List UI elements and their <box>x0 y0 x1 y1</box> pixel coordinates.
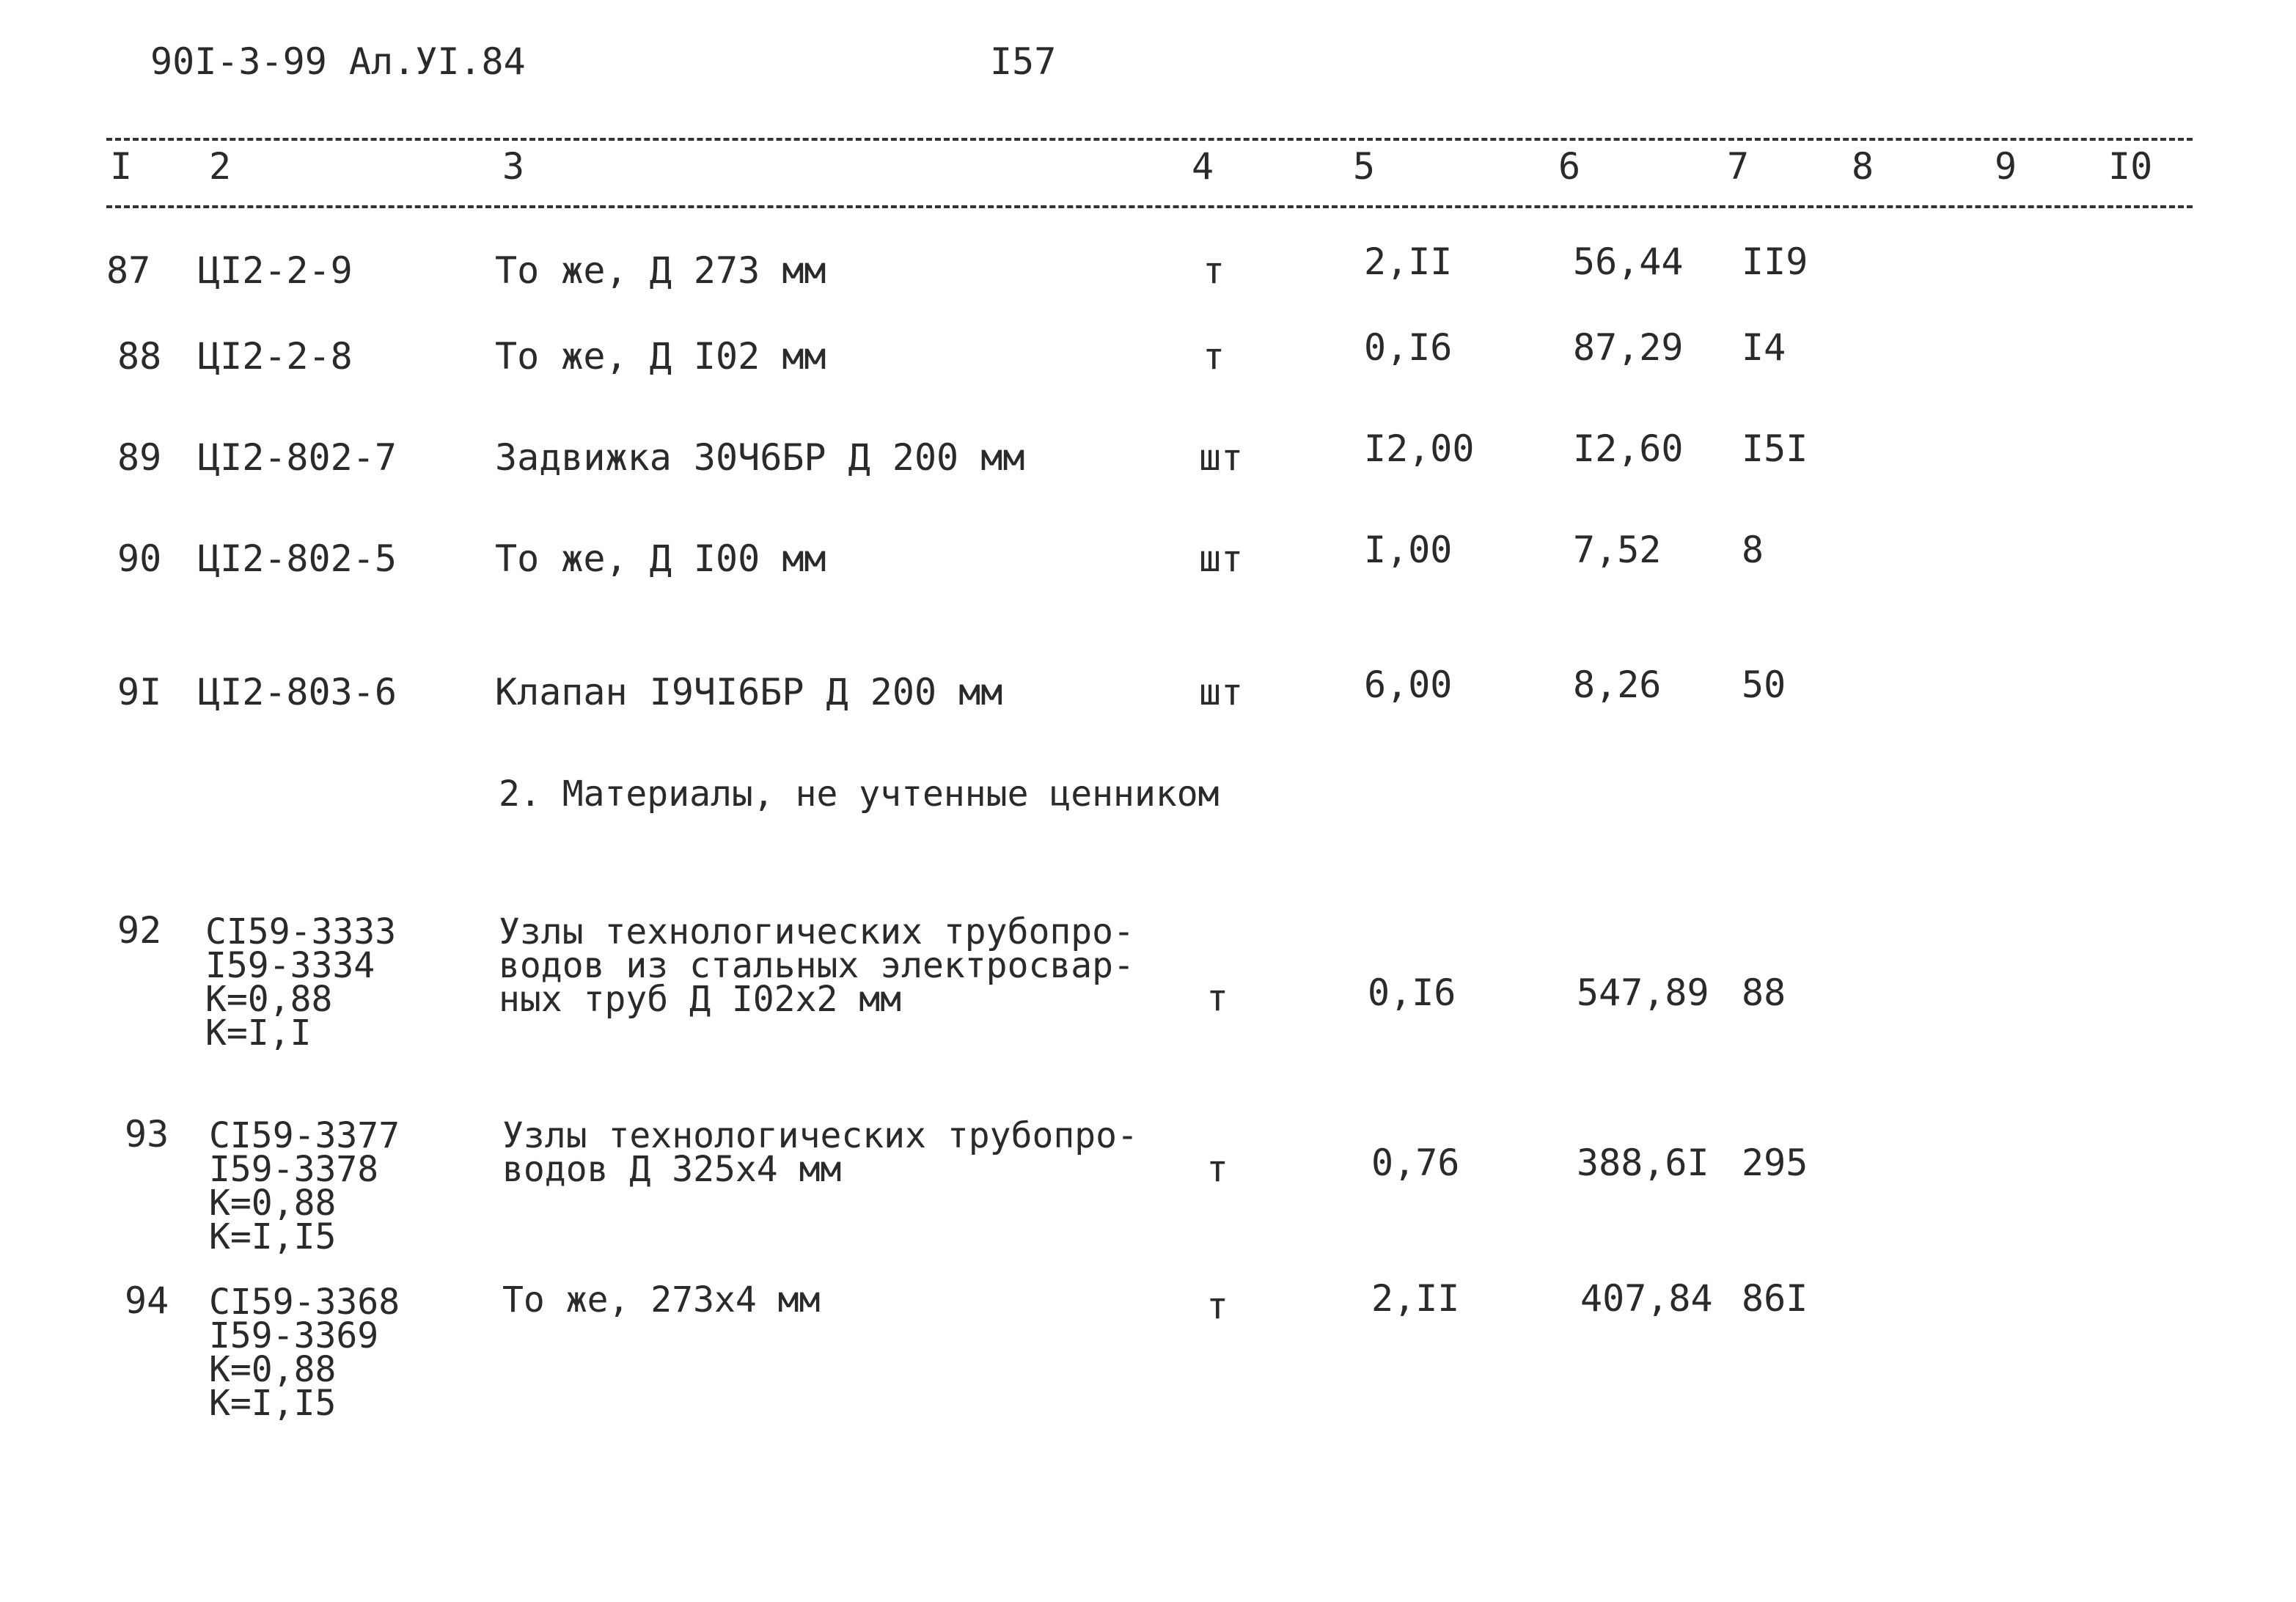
unit-price: 56,44 <box>1573 240 1684 283</box>
column-header: 8 <box>1852 145 1874 188</box>
column-header: 6 <box>1558 145 1581 188</box>
quantity: I2,00 <box>1364 427 1475 470</box>
price-code: ЦI2-802-7 <box>198 436 397 479</box>
column-header: I <box>110 145 133 188</box>
price-code: ЦI2-2-9 <box>198 249 353 292</box>
column-header: 9 <box>1995 145 2017 188</box>
section-heading: 2. Материалы, не учтенные ценником <box>499 774 1219 815</box>
unit: т <box>1206 977 1229 1019</box>
quantity: 6,00 <box>1364 664 1453 706</box>
total-cost: 50 <box>1742 664 1786 706</box>
unit: т <box>1206 1285 1229 1327</box>
table-top-rule <box>106 138 2193 141</box>
quantity: 0,I6 <box>1364 326 1453 369</box>
unit-price: 388,6I <box>1577 1142 1709 1184</box>
column-header: 2 <box>209 145 232 188</box>
row-number: 87 <box>106 249 151 292</box>
item-description: Узлы технологических трубопро- водов Д 325х4 мм <box>502 1115 1138 1190</box>
column-header: 3 <box>502 145 525 188</box>
price-code: ЦI2-802-5 <box>198 537 397 580</box>
item-description: Узлы технологических трубопро- водов из стальных электросвар- ных труб Д I02х2 мм <box>499 911 1134 1020</box>
total-cost: I4 <box>1742 326 1786 369</box>
price-code: ЦI2-803-6 <box>198 671 397 713</box>
item-description: Клапан I9ЧI6БР Д 200 мм <box>495 671 1003 713</box>
item-description: Задвижка 30Ч6БР Д 200 мм <box>495 436 1025 479</box>
unit: шт <box>1199 537 1244 580</box>
unit-price: 7,52 <box>1573 529 1662 571</box>
quantity: I,00 <box>1364 529 1453 571</box>
unit-price: 407,84 <box>1580 1277 1713 1320</box>
price-code: ЦI2-2-8 <box>198 335 353 378</box>
price-code: CI59-3377 I59-3378 К=0,88 К=I,I5 <box>209 1115 400 1257</box>
unit: шт <box>1199 671 1244 713</box>
price-code: CI59-3333 I59-3334 К=0,88 К=I,I <box>205 911 397 1054</box>
total-cost: 8 <box>1742 529 1764 571</box>
total-cost: 88 <box>1742 971 1786 1014</box>
column-header: 4 <box>1192 145 1214 188</box>
row-number: 89 <box>117 436 162 479</box>
column-header: 5 <box>1353 145 1376 188</box>
row-number: 93 <box>125 1113 169 1155</box>
quantity: 2,II <box>1371 1277 1460 1320</box>
total-cost: 86I <box>1742 1277 1808 1320</box>
document-code: 90I-3-99 Ал.УI.84 <box>150 40 526 83</box>
row-number: 92 <box>117 909 162 952</box>
unit-price: 8,26 <box>1573 664 1662 706</box>
row-number: 88 <box>117 335 162 378</box>
quantity: 0,76 <box>1371 1142 1460 1184</box>
column-header: 7 <box>1727 145 1750 188</box>
quantity: 2,II <box>1364 240 1453 283</box>
unit: т <box>1203 335 1225 378</box>
unit-price: 547,89 <box>1577 971 1709 1014</box>
quantity: 0,I6 <box>1368 971 1456 1014</box>
item-description: То же, Д 273 мм <box>495 249 826 292</box>
item-description: То же, 273х4 мм <box>502 1279 821 1320</box>
row-number: 90 <box>117 537 162 580</box>
unit: шт <box>1199 436 1244 479</box>
unit-price: I2,60 <box>1573 427 1684 470</box>
unit: т <box>1203 249 1225 292</box>
item-description: То же, Д I02 мм <box>495 335 826 378</box>
table-header-bottom-rule <box>106 205 2193 208</box>
item-description: То же, Д I00 мм <box>495 537 826 580</box>
total-cost: II9 <box>1742 240 1808 283</box>
row-number: 94 <box>125 1279 169 1322</box>
row-number: 9I <box>117 671 162 713</box>
total-cost: 295 <box>1742 1142 1808 1184</box>
unit: т <box>1206 1147 1229 1190</box>
total-cost: I5I <box>1742 427 1808 470</box>
unit-price: 87,29 <box>1573 326 1684 369</box>
price-code: CI59-3368 I59-3369 К=0,88 К=I,I5 <box>209 1282 400 1424</box>
page-number: I57 <box>990 40 1057 83</box>
column-header: I0 <box>2108 145 2153 188</box>
